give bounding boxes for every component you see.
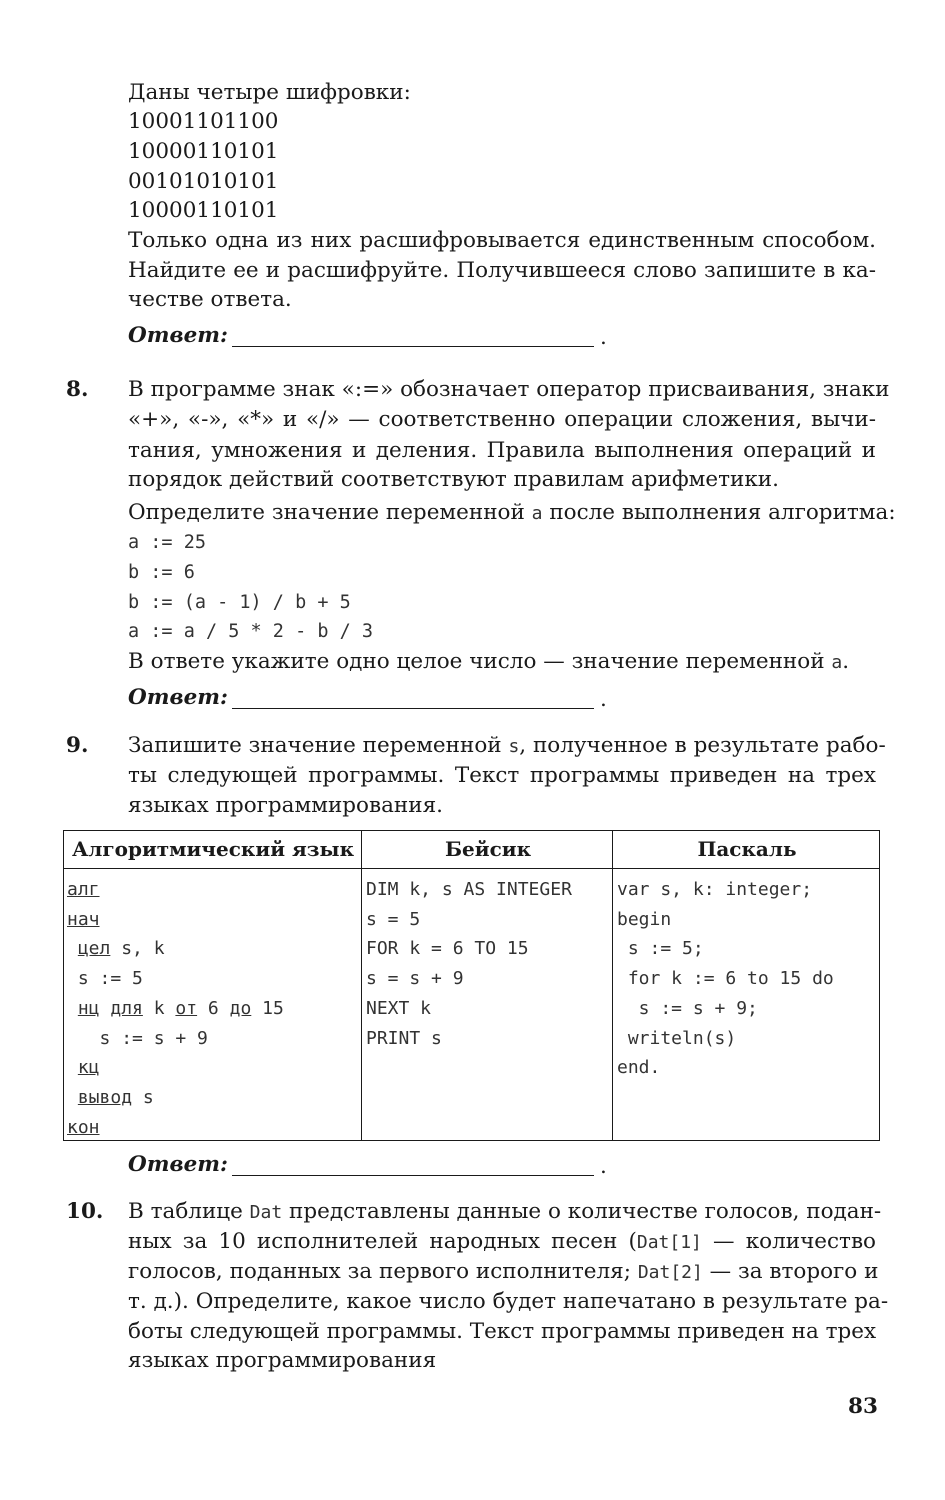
task9-answer-dot: . <box>600 1154 607 1179</box>
task10-l1-a: В таблице <box>128 1199 243 1224</box>
task10-text-line-6: языках программирования <box>128 1348 437 1373</box>
task10-l2-a: ных за 10 исполнителей народных песен ( <box>128 1229 637 1254</box>
task8-code-line-2: b := 6 <box>128 562 195 583</box>
task9-text-line-2: ты следующей программы. Текст программы приведен на трех <box>128 763 876 788</box>
basic-line-3: FOR k = 6 TO 15 <box>366 938 529 960</box>
task9-number: 9. <box>66 733 89 758</box>
task9-text-line-3: языках программирования. <box>128 793 443 818</box>
task7-code-2: 10000110101 <box>128 139 279 164</box>
task8-code-line-4: a := a / 5 * 2 - b / 3 <box>128 621 374 642</box>
pascal-line-6: writeln(s) <box>617 1027 737 1049</box>
task8-answer-label: Ответ: <box>128 685 228 710</box>
task7-code-1: 10001101100 <box>128 109 279 134</box>
alg-line-2: нач <box>67 908 100 930</box>
task10-text-line-5: боты следующей программы. Текст программы приведен на трех <box>128 1319 877 1344</box>
pascal-code-cell <box>617 875 834 1083</box>
pascal-line-1: var s, k: integer; <box>617 879 813 900</box>
task8-instruction-end: . <box>842 649 850 674</box>
column-divider-2 <box>612 831 613 1140</box>
alg-line-5-kw2: для <box>110 997 143 1019</box>
basic-line-1: DIM k, s AS INTEGER <box>366 879 572 900</box>
task9-line1-start: Запишите значение переменной <box>128 733 502 758</box>
task8-instruction-start: В ответе укажите одно целое число — значение переменной <box>128 649 825 674</box>
header-alg: Алгоритмический язык <box>71 837 355 861</box>
task10-text-line-2 <box>128 1227 876 1258</box>
task9-answer-label: Ответ: <box>128 1152 228 1177</box>
task8-number: 8. <box>66 377 89 402</box>
alg-line-8-rest: s <box>132 1086 154 1108</box>
pascal-line-5: s := s + 9; <box>617 997 758 1019</box>
task7-text-line-1: Только одна из них расшифровывается единственным способом. <box>128 228 876 253</box>
basic-line-5: NEXT k <box>366 997 432 1019</box>
table-header-row <box>64 831 879 869</box>
alg-line-7: кц <box>77 1057 100 1079</box>
task8-answer-field[interactable] <box>232 684 594 709</box>
task10-l3-var: Dat[2] <box>637 1262 703 1283</box>
header-basic: Бейсик <box>444 837 532 861</box>
page-number: 83 <box>848 1394 878 1419</box>
task10-l2-b: — количество <box>701 1229 876 1254</box>
task7-answer-dot: . <box>600 325 607 350</box>
task9-text-line-1 <box>128 731 886 762</box>
pascal-line-4: for k := 6 to 15 do <box>617 968 834 990</box>
alg-line-8-kw: вывод <box>77 1086 133 1108</box>
task10-l3-a: голосов, поданных за первого исполнителя; <box>128 1259 631 1284</box>
alg-line-5-kw3: от <box>175 997 198 1019</box>
task10-l3-b: — за второго и <box>702 1259 879 1284</box>
alg-line-1: алг <box>67 879 100 900</box>
alg-line-5-kw4: до <box>229 997 252 1019</box>
task9-line1-end: , полученное в результате рабо- <box>519 733 886 758</box>
alg-line-5-kw1: нц <box>77 997 100 1019</box>
pascal-line-3: s := 5; <box>617 938 704 960</box>
task8-answer-dot: . <box>600 687 607 712</box>
task7-text-line-3: честве ответа. <box>128 287 292 312</box>
task8-question-var: a <box>531 503 543 524</box>
task8-text-line-3: тания, умножения и деления. Правила выполнения операций и <box>128 438 876 463</box>
basic-line-4: s = s + 9 <box>366 968 464 990</box>
alg-line-5-c: 15 <box>251 997 284 1019</box>
column-divider-1 <box>361 831 362 1140</box>
task8-question-start: Определите значение переменной <box>128 500 525 525</box>
task7-code-4: 10000110101 <box>128 198 279 223</box>
task8-instruction-var: a <box>831 652 843 673</box>
task8-code-line-3: b := (a - 1) / b + 5 <box>128 592 351 613</box>
alg-line-6: s := s + 9 <box>99 1027 208 1049</box>
task7-answer-field[interactable] <box>232 322 594 347</box>
alg-line-5-a: k <box>142 997 176 1019</box>
task7-intro: Даны четыре шифровки: <box>128 80 411 105</box>
alg-line-4: s := 5 <box>77 968 143 990</box>
task8-text-line-1: В программе знак «:=» обозначает оператор присваивания, знаки <box>128 377 890 402</box>
task10-text-line-4: т. д.). Определите, какое число будет напечатано в результате ра- <box>128 1289 889 1314</box>
task10-text-line-3 <box>128 1257 879 1288</box>
basic-code-cell <box>366 875 572 1053</box>
alg-line-9: кон <box>67 1116 100 1138</box>
task10-l1-b: представлены данные о количестве голосов, подан- <box>289 1199 882 1224</box>
task7-code-3: 00101010101 <box>128 169 279 194</box>
pascal-line-2: begin <box>617 908 672 930</box>
task7-answer-label: Ответ: <box>128 323 228 348</box>
task8-code-line-1: a := 25 <box>128 532 206 553</box>
task8-instruction <box>128 647 849 678</box>
pascal-line-7: end. <box>617 1057 661 1079</box>
task10-l2-var: Dat[1] <box>636 1232 702 1253</box>
program-table <box>63 830 880 1141</box>
alg-line-3-rest: s, k <box>110 938 165 960</box>
task9-answer-field[interactable] <box>232 1151 594 1176</box>
basic-line-6: PRINT s <box>366 1027 442 1049</box>
alg-line-3-kw: цел <box>77 938 111 960</box>
task10-l1-var: Dat <box>249 1202 283 1223</box>
task8-question <box>128 498 896 529</box>
header-pascal: Паскаль <box>697 837 797 861</box>
task8-question-end: после выполнения алгоритма: <box>549 500 896 525</box>
task10-text-line-1 <box>128 1197 882 1228</box>
task8-text-line-2: «+», «-», «*» и «/» — соответственно операции сложения, вычи- <box>128 407 876 432</box>
task7-text-line-2: Найдите ее и расшифруйте. Получившееся слово запишите в ка- <box>128 258 876 283</box>
task9-line1-var: s <box>508 736 520 757</box>
task10-number: 10. <box>66 1199 104 1224</box>
alg-code-cell <box>67 875 284 1142</box>
alg-line-5-b: 6 <box>197 997 230 1019</box>
basic-line-2: s = 5 <box>366 908 421 930</box>
task8-text-line-4: порядок действий соответствуют правилам арифметики. <box>128 467 779 492</box>
